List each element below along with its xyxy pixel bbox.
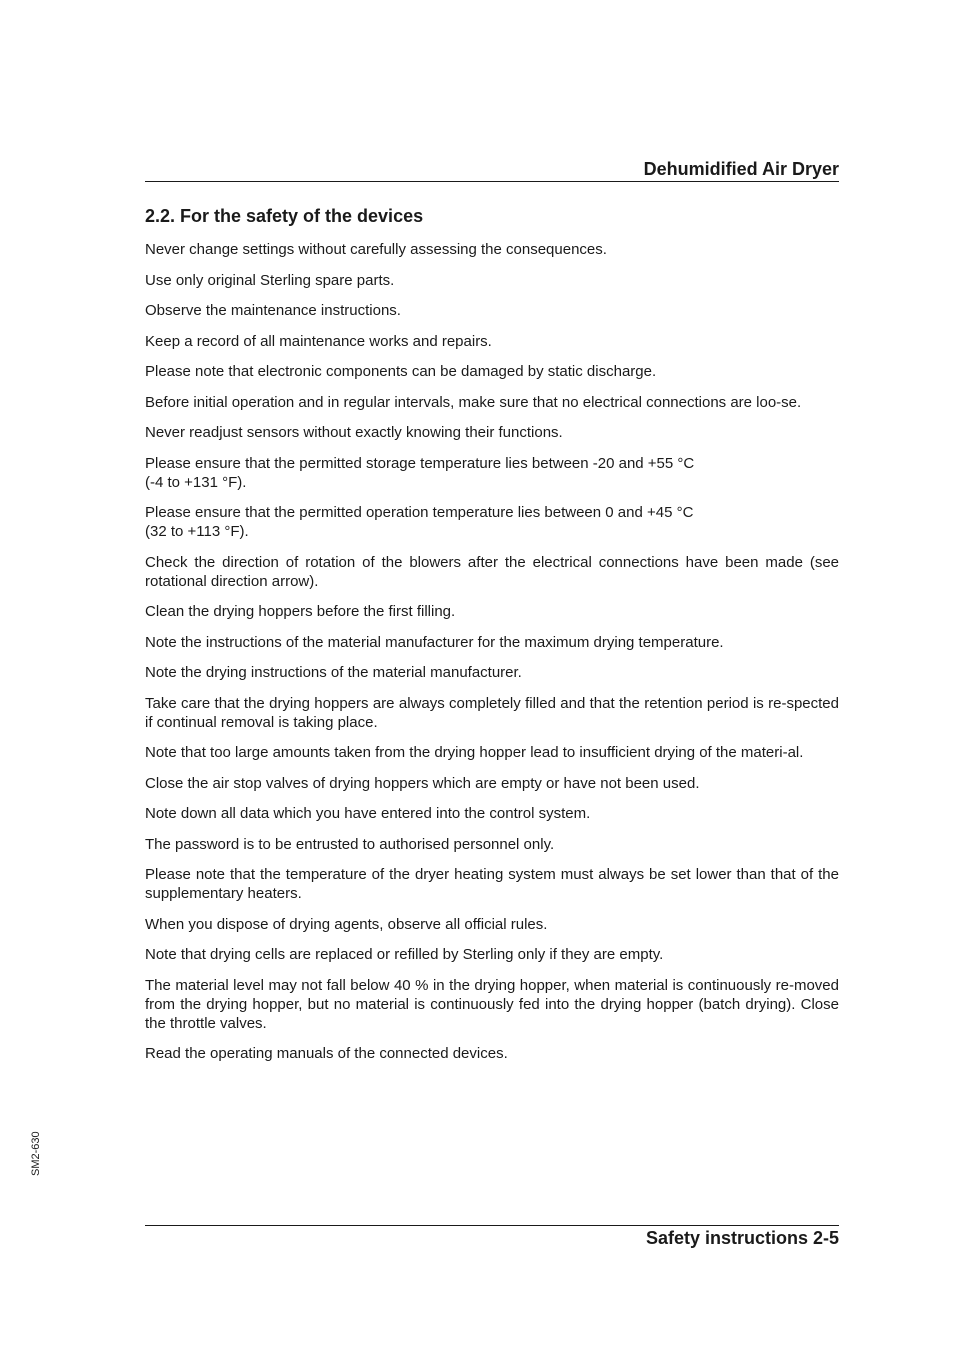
paragraph: The material level may not fall below 40 % in the drying hopper, when material is continuously re-moved from the drying hopper, but no material is continuously fed into the drying hopper (batch drying). Close the throttle valves.	[145, 976, 839, 1032]
paragraph: Note the drying instructions of the material manufacturer.	[145, 664, 522, 681]
paragraph-line: Please ensure that the permitted operation temperature lies between 0 and +45 °C	[145, 504, 694, 521]
paragraph: Take care that the drying hoppers are always completely filled and that the retention period is re-spected if continual removal is taking place.	[145, 694, 839, 731]
paragraph: Note that drying cells are replaced or refilled by Sterling only if they are empty.	[145, 946, 664, 963]
paragraph: Please note that electronic components can be damaged by static discharge.	[145, 363, 657, 380]
paragraph-storage-temperature	[145, 454, 839, 492]
paragraph-line: Please ensure that the permitted storage temperature lies between -20 and +55 °C	[145, 454, 695, 472]
paragraph: Observe the maintenance instructions.	[145, 302, 401, 319]
paragraph: Note down all data which you have entered into the control system.	[145, 805, 591, 822]
paragraph-line: (-4 to +131 °F).	[145, 473, 247, 491]
paragraph: Clean the drying hoppers before the first filling.	[145, 603, 456, 620]
paragraph: Note that too large amounts taken from the drying hopper lead to insufficient drying of the materi-al.	[145, 744, 804, 761]
document-code: SM2-630	[30, 1131, 42, 1176]
footer-rule	[145, 1225, 839, 1226]
paragraph: Note the instructions of the material manufacturer for the maximum drying temperature.	[145, 633, 724, 651]
header-rule	[145, 181, 839, 182]
section-heading: 2.2. For the safety of the devices	[145, 206, 424, 226]
running-header-title: Dehumidified Air Dryer	[643, 159, 839, 179]
paragraph-operation-temperature	[145, 503, 839, 541]
paragraph: Never readjust sensors without exactly knowing their functions.	[145, 424, 563, 441]
running-footer-title: Safety instructions 2-5	[645, 1228, 839, 1248]
paragraph: Keep a record of all maintenance works and repairs.	[145, 332, 492, 350]
paragraph: Before initial operation and in regular intervals, make sure that no electrical connections are loo-se.	[145, 393, 802, 411]
paragraph: When you dispose of drying agents, observe all official rules.	[145, 915, 548, 933]
paragraph: The password is to be entrusted to authorised personnel only.	[145, 835, 555, 853]
body-content	[145, 240, 839, 1075]
paragraph: Never change settings without carefully assessing the consequences.	[145, 241, 607, 258]
paragraph: Read the operating manuals of the connected devices.	[145, 1045, 508, 1062]
paragraph: Please note that the temperature of the dryer heating system must always be set lower than that of the supplementary heaters.	[145, 866, 839, 902]
paragraph-line: (32 to +113 °F).	[145, 523, 249, 540]
paragraph: Check the direction of rotation of the blowers after the electrical connections have been made (see rotational direction arrow).	[145, 553, 839, 590]
paragraph: Use only original Sterling spare parts.	[145, 271, 395, 289]
paragraph: Close the air stop valves of drying hoppers which are empty or have not been used.	[145, 774, 700, 792]
